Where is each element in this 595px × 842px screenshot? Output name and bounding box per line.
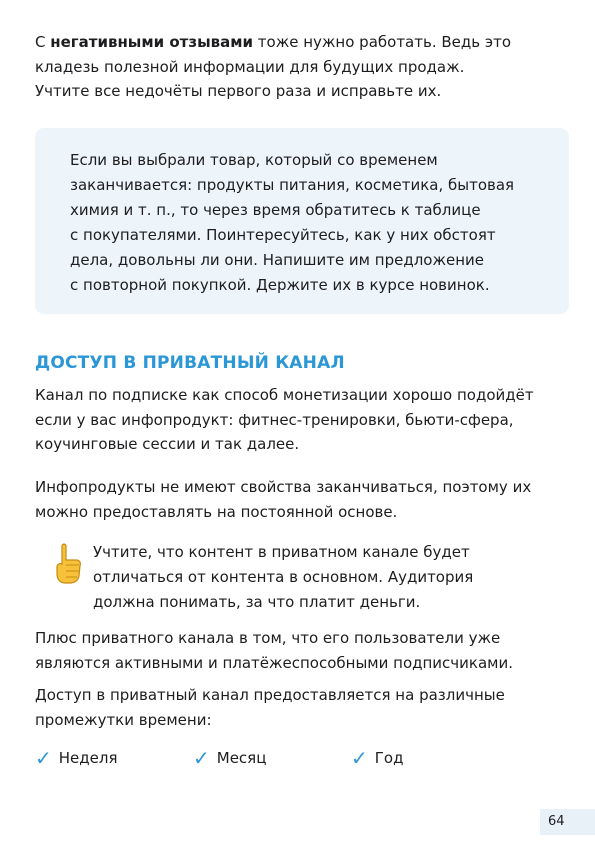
checkmark-icon: ✓ [351, 746, 368, 770]
checkmark-icon: ✓ [35, 746, 52, 770]
section-paragraph-1 [35, 383, 534, 457]
intro-line3: Учтите все недочёты первого раза и исправьте их. [35, 82, 442, 100]
paragraph-line: Канал по подписке как способ монетизации хорошо подойдёт [35, 386, 534, 404]
paragraph-line: являются активными и платёжеспособными подписчиками. [35, 653, 513, 672]
paragraph-line: Плюс приватного канала в том, что его пользователи уже [35, 629, 501, 647]
list-item [351, 746, 403, 770]
section-paragraph-4 [35, 683, 505, 732]
note-line: Учтите, что контент в приватном канале будет [93, 543, 470, 561]
callout-line: заканчивается: продукты питания, косметика, бытовая [70, 176, 515, 194]
paragraph-line: Доступ в приватный канал предоставляется на различные [35, 686, 505, 704]
hand-note [93, 540, 473, 615]
period-label: Год [374, 749, 404, 767]
section-paragraph-2 [35, 475, 531, 524]
period-label: Неделя [58, 749, 118, 767]
page-number: 64 [540, 809, 595, 835]
period-list [35, 746, 455, 772]
paragraph-line: если у вас инфопродукт: фитнес-тренировки, бьюти-сфера, [35, 410, 514, 429]
callout-text [70, 148, 550, 298]
paragraph-line: коучинговые сессии и так далее. [35, 435, 300, 453]
paragraph-line: Инфопродукты не имеют свойства заканчиваться, поэтому их [35, 478, 532, 496]
pointing-hand-icon [52, 543, 84, 585]
note-line: должна понимать, за что платит деньги. [93, 593, 421, 611]
callout-line: Если вы выбрали товар, который со временем [70, 151, 438, 169]
note-line: отличаться от контента в основном. Аудитория [93, 568, 474, 586]
intro-line2: кладезь полезной информации для будущих продаж. [35, 57, 465, 76]
callout-line: дела, довольны ли они. Напишите им предложение [70, 251, 484, 269]
paragraph-line: можно предоставлять на постоянной основе. [35, 502, 398, 521]
section-paragraph-3 [35, 626, 513, 675]
intro-prefix: С [35, 33, 51, 51]
section-heading: ДОСТУП В ПРИВАТНЫЙ КАНАЛ [35, 353, 345, 373]
callout-line: с покупателями. Поинтересуйтесь, как у них обстоят [70, 226, 496, 244]
paragraph-line: промежутки времени: [35, 710, 212, 729]
callout-line: с повторной покупкой. Держите их в курсе новинок. [70, 276, 490, 294]
intro-paragraph [35, 30, 511, 104]
tip-callout [35, 128, 569, 314]
intro-bold-phrase: негативными отзывами [50, 33, 254, 51]
list-item [193, 746, 266, 770]
intro-line1-rest: тоже нужно работать. Ведь это [253, 33, 512, 51]
callout-line: химия и т. п., то через время обратитесь к таблице [70, 201, 481, 219]
list-item [35, 746, 117, 770]
checkmark-icon: ✓ [193, 746, 210, 770]
period-label: Месяц [216, 749, 267, 767]
